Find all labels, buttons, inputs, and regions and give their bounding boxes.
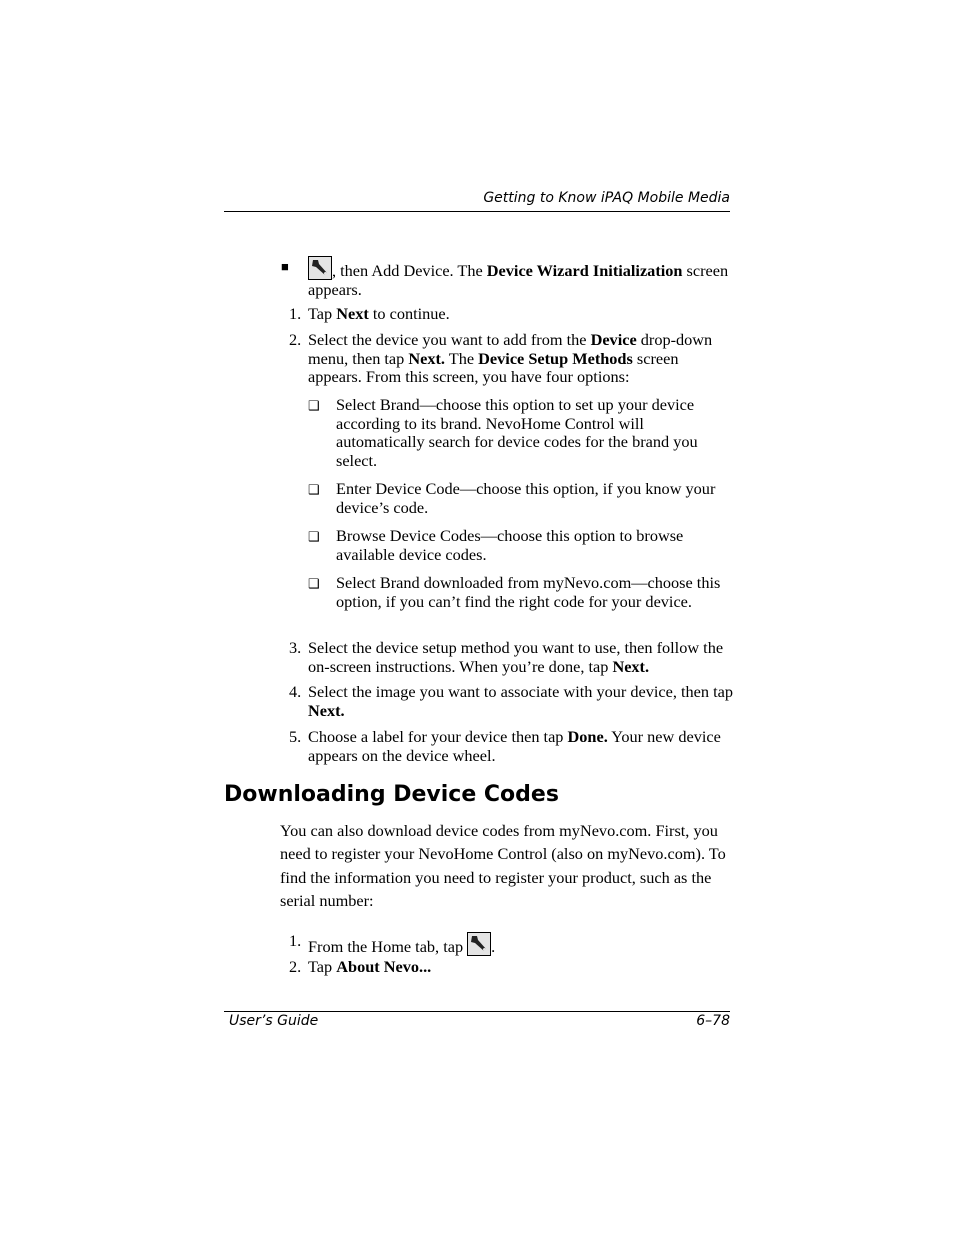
step-text: screen appears. From this screen, you have four options: xyxy=(308,348,679,387)
bullet-bold-a: Device Wizard Initialization xyxy=(486,261,683,280)
footer-rule xyxy=(224,1011,730,1012)
page-number: 6–78 xyxy=(696,1013,730,1029)
bullet-paragraph xyxy=(308,256,733,299)
step-text: Tap xyxy=(308,957,337,976)
step-bold: Next. xyxy=(612,656,650,676)
footer-title: User’s Guide xyxy=(229,1013,319,1029)
step-text: Choose a label for your device then tap xyxy=(308,727,568,746)
option-text: Select Brand downloaded from myNevo.com—choose this option, if you can’t find the right code for your device. xyxy=(336,573,721,611)
step-text: Tap xyxy=(308,304,337,323)
step-bold: Next. xyxy=(408,348,445,368)
step-text: Select the device you want to add from the xyxy=(308,330,591,349)
header-rule xyxy=(224,211,730,212)
step-bold: Device xyxy=(590,330,637,349)
step-number: 1. xyxy=(289,304,302,323)
bullet-text-a: , then Add Device. The xyxy=(332,261,487,280)
running-header: Getting to Know iPAQ Mobile Media xyxy=(483,190,730,206)
bullet-square: ■ xyxy=(281,259,289,274)
wrench-icon xyxy=(467,932,491,956)
step-text: to continue. xyxy=(368,304,450,323)
step-number: 1. xyxy=(289,931,302,950)
step-number: 5. xyxy=(289,727,302,746)
step-text: The xyxy=(445,348,479,368)
checkbox-bullet: ❑ xyxy=(308,482,320,497)
step-number: 2. xyxy=(289,330,302,349)
section-intro: You can also download device codes from myNevo.com. First, you need to register your NevoHome Control (also on myNevo.com). To find the information you need to register your product, such as the serial number: xyxy=(280,821,726,910)
step-number: 2. xyxy=(289,957,302,976)
step-bold: About Nevo... xyxy=(336,957,432,976)
step-bold: Next. xyxy=(308,700,345,720)
wrench-icon xyxy=(308,256,332,280)
step-text: Select the image you want to associate with your device, then tap xyxy=(308,682,733,701)
step-bold: Done. xyxy=(567,727,608,746)
checkbox-bullet: ❑ xyxy=(308,398,320,413)
option-text: Enter Device Code—choose this option, if you know your device’s code. xyxy=(336,479,716,517)
step-text: From the Home tab, tap xyxy=(308,937,468,956)
step-bold: Next xyxy=(336,304,369,323)
step-number: 3. xyxy=(289,638,302,657)
checkbox-bullet: ❑ xyxy=(308,576,320,591)
checkbox-bullet: ❑ xyxy=(308,529,320,544)
section-title: Downloading Device Codes xyxy=(224,782,559,807)
step-text: . xyxy=(491,937,496,956)
option-text: Browse Device Codes—choose this option to browse available device codes. xyxy=(336,526,684,564)
step-number: 4. xyxy=(289,682,302,701)
bullet-text-b: screen appears. xyxy=(308,261,729,299)
step-text: Your new device appears on the device wheel. xyxy=(308,727,721,765)
step-text: Select the device setup method you want to use, then follow the on-screen instructions. When you’re done, tap xyxy=(308,638,724,676)
step-text: drop-down menu, then tap xyxy=(308,330,713,368)
step-bold: Device Setup Methods xyxy=(478,348,633,368)
option-text: Select Brand—choose this option to set up your device according to its brand. NevoHome Control will automatically search for device codes for the brand you select. xyxy=(336,395,698,470)
